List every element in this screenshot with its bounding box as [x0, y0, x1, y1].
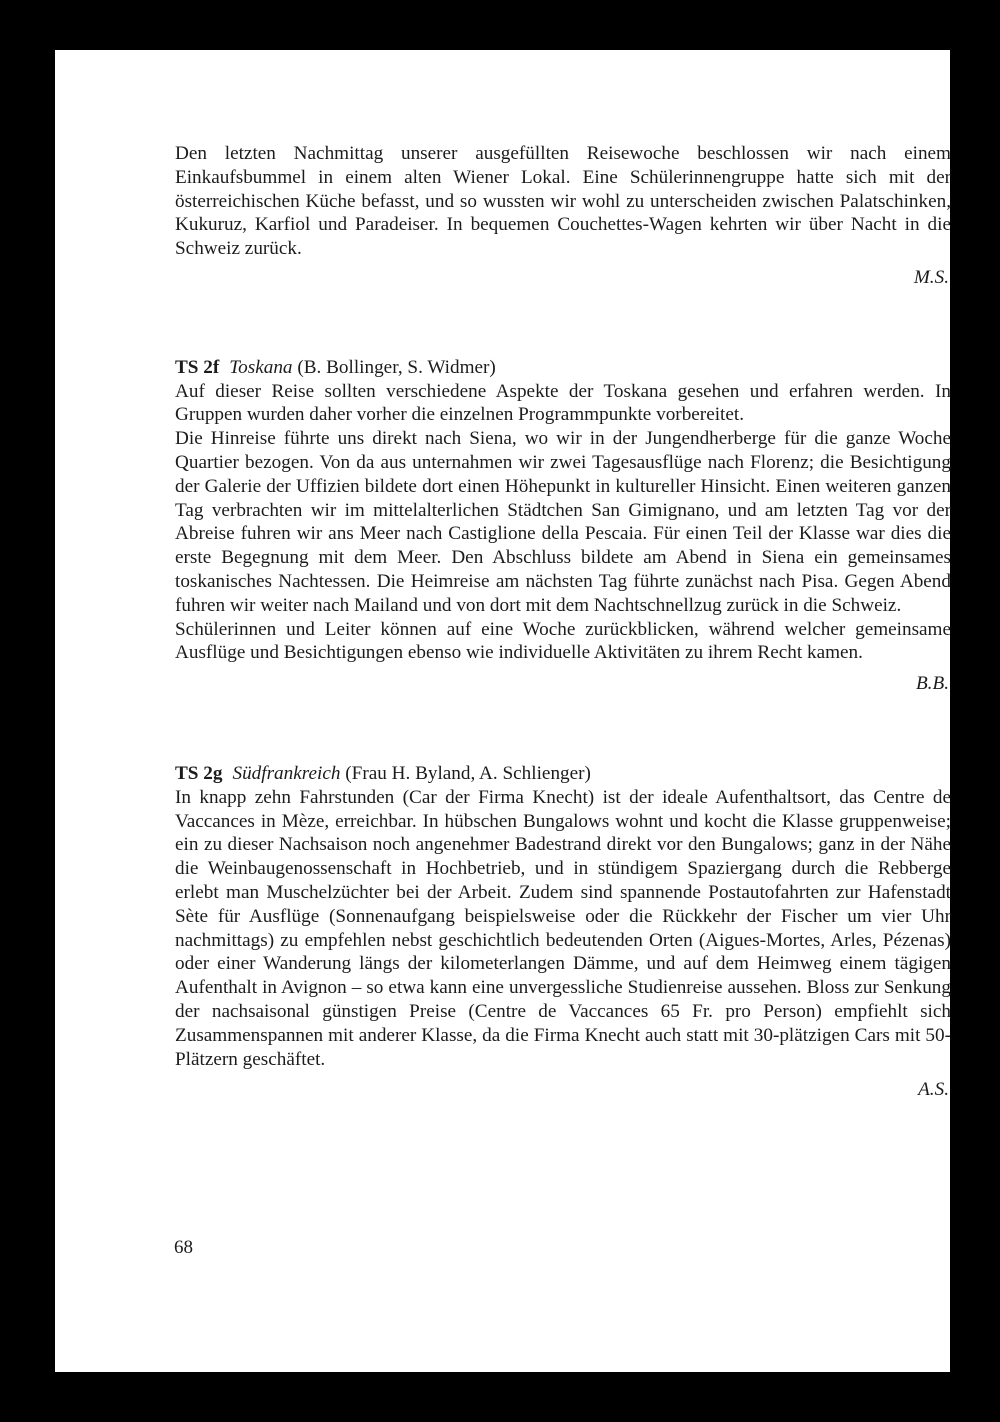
intro-signature: M.S. — [913, 266, 949, 288]
section-signature: A.S. — [918, 1079, 949, 1101]
body-paragraph: In knapp zehn Fahrstunden (Car der Firma Knecht) ist der ideale Aufenthaltsort, das Centre de Vaccances in Mèze, erreichbar. In hübschen Bungalows wohnt und kocht die Klasse gruppenweise; ein zu dieser Nachsaison noch angenehmer Badestrand direkt vor den Bungalows; ganz in der Nähe die Weinbaugenossenschaft in Hochbetrieb, und in stündigem Spaziergang durch die Rebberge erlebt man Muschelzüchter bei der Arbeit. Zudem sind spannende Postautofahrten zur Hafenstadt Sète für Ausflüge (Sonnenaufgang beispielsweise oder die Rückkehr der Fischer um vier Uhr nachmittags) zu empfehlen nebst geschichtlich bedeutenden Orten (Aigues-Mortes, Arles, Pézenas) oder einer Wanderung längs der kilometerlangen Dämme, und auf dem Heimweg einem tägigen Aufenthalt in Avignon – so etwa kann eine unvergessliche Studienreise aussehen. Bloss zur Senkung der nachsaisonal günstigen Preise (Centre de Vaccances 65 Fr. pro Person) empfiehlt sich Zusammenspannen mit anderer Klasse, da die Firma Knecht auch statt mit 30-plätzigen Cars mit 50-Plätzern geschäftet. — [175, 786, 951, 1070]
section-toskana — [175, 356, 951, 696]
page-number: 68 — [174, 1237, 193, 1258]
body-paragraph: Schülerinnen und Leiter können auf eine Woche zurückblicken, während welcher gemeinsame Ausflüge und Besichtigungen ebenso wie individuelle Aktivitäten zu ihrem Recht kamen. — [175, 618, 951, 664]
body-paragraph: Die Hinreise führte uns direkt nach Siena, wo wir in der Jungendherberge für die ganze Woche Quartier bezogen. Von da aus unternahmen wir zwei Tagesausflüge nach Florenz; die Besichtigung der Galerie der Uffizien bildete dort einen Höhepunkt in kultureller Hinsicht. Einen weiteren ganzen Tag verbrachten wir im mittelalterlichen Städtchen San Gimignano, und am letzten Tag vor der Abreise fuhren wir ans Meer nach Castiglione della Pescaia. Für einen Teil der Klasse war dies die erste Begegnung mit dem Meer. Den Abschluss bildete am Abend in Siena ein gemeinsames toskanisches Nachtessen. Die Heimreise am nächsten Tag führte zunächst nach Pisa. Gegen Abend fuhren wir weiter nach Mailand und von dort mit dem Nachtschnellzug zurück in die Schweiz. — [175, 428, 951, 616]
section-leaders: (B. Bollinger, S. Widmer) — [297, 356, 496, 378]
intro-paragraph: Den letzten Nachmittag unserer ausgefüllten Reisewoche beschlossen wir nach einem Einkaufsbummel in einem alten Wiener Lokal. Eine Schülerinnengruppe hatte sich mit der österreichischen Küche befasst, und so wussten wir wohl zu unterscheiden zwischen Palatschinken, Kukuruz, Karfiol und Paradeiser. In bequemen Couchettes-Wagen kehrten wir über Nacht in die Schweiz zurück. — [175, 143, 951, 260]
document-page — [55, 50, 950, 1372]
section-heading — [175, 356, 951, 380]
section-code: TS 2g — [175, 762, 223, 784]
section-heading — [175, 762, 951, 786]
section-title: Südfrankreich — [232, 762, 341, 784]
section-code: TS 2f — [175, 356, 220, 378]
section-suedfrankreich — [175, 762, 951, 1102]
section-leaders: (Frau H. Byland, A. Schlienger) — [345, 762, 591, 784]
page-content — [175, 142, 951, 1102]
section-signature: B.B. — [915, 673, 949, 695]
section-title: Toskana — [229, 356, 293, 378]
body-paragraph: Auf dieser Reise sollten verschiedene Aspekte der Toskana gesehen und erfahren werden. In Gruppen wurden daher vorher die einzelnen Programmpunkte vorbereitet. — [175, 380, 951, 426]
